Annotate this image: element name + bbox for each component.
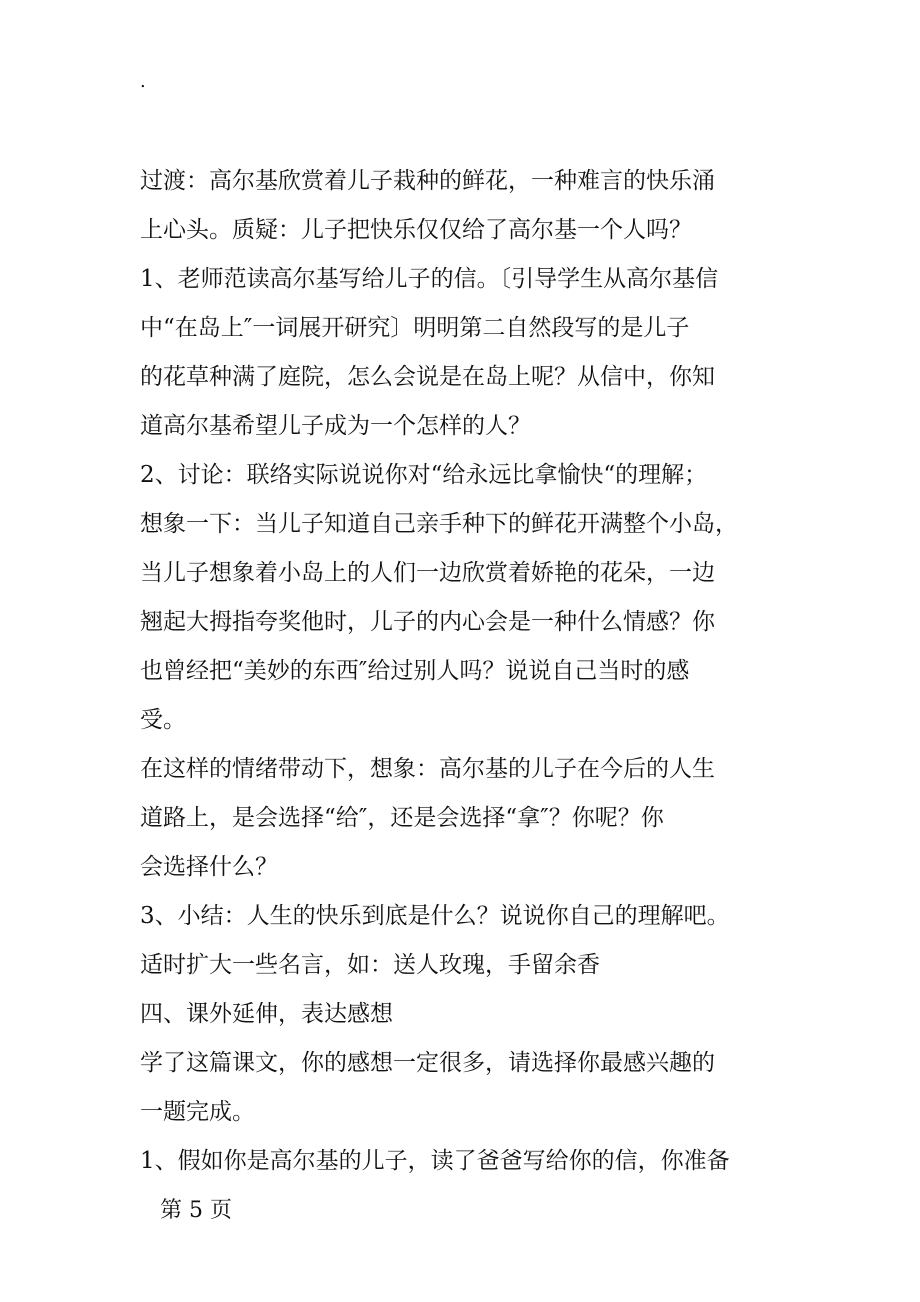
text-line: 适时扩大一些名言，如：送人玫瑰，手留余香	[140, 952, 600, 978]
text-line: 中“在岛上″一词展开研究〕明明第二自然段写的是儿子	[140, 315, 690, 341]
page-number: 第 5 页	[160, 1198, 232, 1223]
text-line: 在这样的情绪带动下，想象：高尔基的儿子在今后的人生	[140, 756, 715, 782]
text-line: 翘起大拇指夸奖他时，儿子的内心会是一种什么情感？你	[140, 609, 715, 635]
text-line: 道高尔基希望儿子成为一个怎样的人？	[140, 413, 531, 439]
text-line: 2、讨论：联络实际说说你对“给永远比拿愉快“的理解；	[140, 462, 708, 488]
text-line: 的花草种满了庭院，怎么会说是在岛上呢？从信中，你知	[140, 364, 715, 390]
text-line: 当儿子想象着小岛上的人们一边欣赏着娇艳的花朵，一边	[140, 560, 715, 586]
text-line: 受。	[140, 707, 186, 733]
section-heading: 四、课外延伸，表达感想	[140, 1001, 393, 1027]
text-line: 3、小结：人生的快乐到底是什么？说说你自己的理解吧。	[140, 903, 730, 929]
text-line: 一题完成。	[140, 1099, 255, 1125]
text-line: 学了这篇课文，你的感想一定很多，请选择你最感兴趣的	[140, 1050, 715, 1076]
text-line: 想象一下：当儿子知道自己亲手种下的鲜花开满整个小岛，	[140, 511, 738, 537]
text-line: 会选择什么？	[140, 854, 278, 880]
text-line: 1、老师范读高尔基写给儿子的信。〔引导学生从高尔基信	[140, 266, 719, 292]
text-line: 道路上，是会选择“给″，还是会选择“拿″？你呢？你	[140, 805, 664, 831]
text-line: 1、假如你是高尔基的儿子，读了爸爸写给你的信，你准备	[140, 1148, 730, 1174]
text-line: 也曾经把“美妙的东西″给过别人吗？说说自己当时的感	[140, 658, 690, 684]
text-line: 过渡：高尔基欣赏着儿子栽种的鲜花，一种难言的快乐涌	[140, 168, 715, 194]
text-line: 上心头。质疑：儿子把快乐仅仅给了高尔基一个人吗？	[140, 217, 692, 243]
header-mark: .	[140, 71, 146, 92]
